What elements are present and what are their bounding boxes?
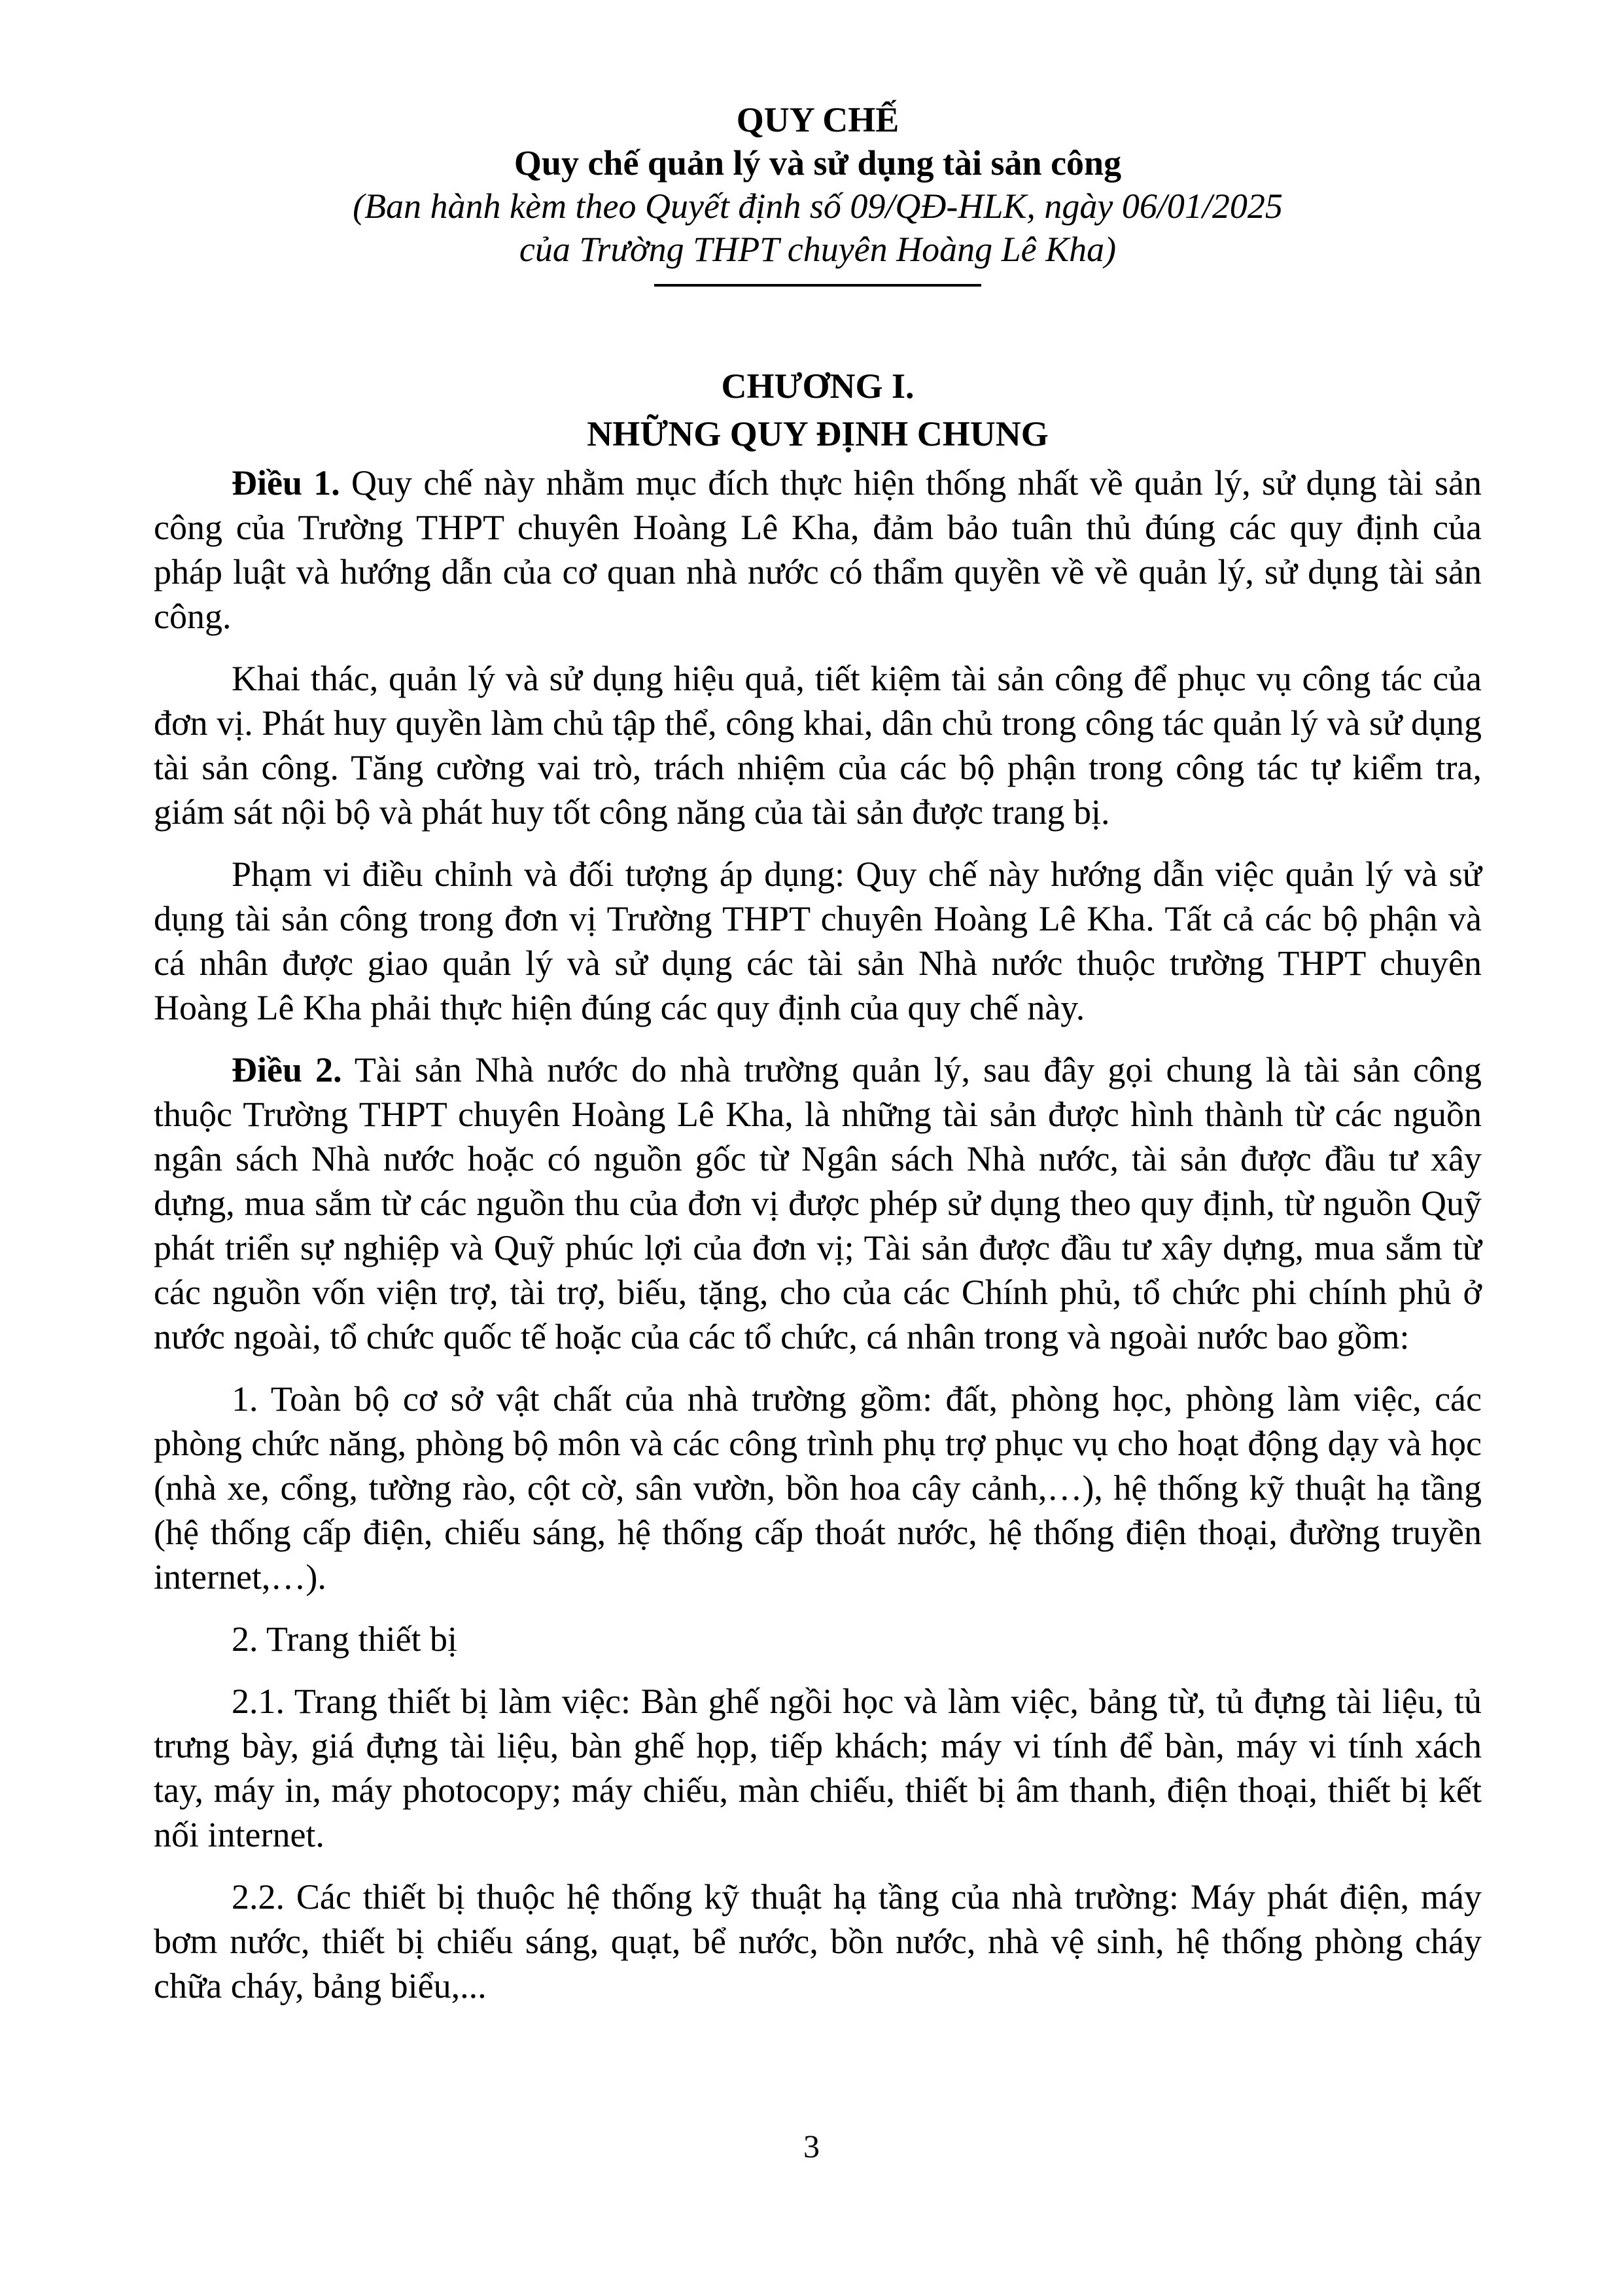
article-1-label: Điều 1.	[232, 463, 340, 503]
article-1-paragraph-3: Phạm vi điều chỉnh và đối tượng áp dụng: Quy chế này hướng dẫn việc quản lý và sử dụng tài sản công trong đơn vị Trường THPT chuyên Hoàng Lê Kha. Tất cả các bộ phận và cá nhân được giao quản lý và sử dụng các tài sản Nhà nước thuộc trường THPT chuyên Hoàng Lê Kha phải thực hiện đúng các quy định của quy chế này.	[154, 855, 1482, 1027]
page-number: 3	[803, 2128, 820, 2164]
list-item-1: 1. Toàn bộ cơ sở vật chất của nhà trường gồm: đất, phòng học, phòng làm việc, các phòng chức năng, phòng bộ môn và các công trình phụ trợ phục vụ cho hoạt động dạy và học (nhà xe, cổng, tường rào, cột cờ, sân vườn, bồn hoa cây cảnh,…), hệ thống kỹ thuật hạ tầng (hệ thống cấp điện, chiếu sáng, hệ thống cấp thoát nước, hệ thống điện thoại, đường truyền internet,…).	[154, 1379, 1482, 1597]
chapter-heading	[154, 362, 1482, 458]
header-divider	[654, 284, 981, 287]
article-1-paragraph	[154, 461, 1482, 639]
list-item-2-1: 2.1. Trang thiết bị làm việc: Bàn ghế ngồi học và làm việc, bảng từ, tủ đựng tài liệu, tủ trưng bày, giá đựng tài liệu, bàn ghế họp, tiếp khách; máy vi tính để bàn, máy vi tính xách tay, máy in, máy photocopy; máy chiếu, màn chiếu, thiết bị âm thanh, điện thoại, thiết bị kết nối internet.	[154, 1682, 1482, 1854]
article-2-text: Tài sản Nhà nước do nhà trường quản lý, sau đây gọi chung là tài sản công thuộc Trường THPT chuyên Hoàng Lê Kha, là những tài sản được hình thành từ các nguồn ngân sách Nhà nước hoặc có nguồn gốc từ Ngân sách Nhà nước, tài sản được đầu tư xây dựng, mua sắm từ các nguồn thu của đơn vị được phép sử dụng theo quy định, từ nguồn Quỹ phát triển sự nghiệp và Quỹ phúc lợi của đơn vị; Tài sản được đầu tư xây dựng, mua sắm từ các nguồn vốn viện trợ, tài trợ, biếu, tặng, cho của các Chính phủ, tổ chức phi chính phủ ở nước ngoài, tổ chức quốc tế hoặc của các tổ chức, cá nhân trong và ngoài nước bao gồm:	[154, 1050, 1482, 1356]
chapter-title: NHỮNG QUY ĐỊNH CHUNG	[587, 414, 1049, 453]
article-2-label: Điều 2.	[232, 1050, 342, 1089]
document-subtitle: Quy chế quản lý và sử dụng tài sản công	[514, 143, 1122, 183]
article-1-text: Quy chế này nhằm mục đích thực hiện thống nhất về quản lý, sử dụng tài sản công của Trường THPT chuyên Hoàng Lê Kha, đảm bảo tuân thủ đúng các quy định của pháp luật và hướng dẫn của cơ quan nhà nước có thẩm quyền về về quản lý, sử dụng tài sản công.	[154, 463, 1482, 636]
article-2-paragraph	[154, 1048, 1482, 1359]
document-title: QUY CHẾ	[736, 100, 899, 139]
list-item-2: 2. Trang thiết bị	[232, 1619, 458, 1659]
document-page	[154, 98, 1482, 2026]
chapter-number: CHƯƠNG I.	[721, 366, 915, 406]
document-body	[154, 461, 1482, 2008]
list-item-2-2: 2.2. Các thiết bị thuộc hệ thống kỹ thuật hạ tầng của nhà trường: Máy phát điện, máy bơm nước, thiết bị chiếu sáng, quạt, bể nước, bồn nước, nhà vệ sinh, hệ thống phòng cháy chữa cháy, bảng biểu,...	[154, 1877, 1482, 2005]
document-header	[154, 98, 1482, 287]
article-1-paragraph-2: Khai thác, quản lý và sử dụng hiệu quả, tiết kiệm tài sản công để phục vụ công tác của đơn vị. Phát huy quyền làm chủ tập thể, công khai, dân chủ trong công tác quản lý và sử dụng tài sản công. Tăng cường vai trò, trách nhiệm của các bộ phận trong công tác tự kiểm tra, giám sát nội bộ và phát huy tốt công năng của tài sản được trang bị.	[154, 659, 1482, 832]
issued-by-line-2: của Trường THPT chuyên Hoàng Lê Kha)	[519, 230, 1117, 269]
issued-by-line-1: (Ban hành kèm theo Quyết định số 09/QĐ-HLK, ngày 06/01/2025	[353, 186, 1283, 226]
